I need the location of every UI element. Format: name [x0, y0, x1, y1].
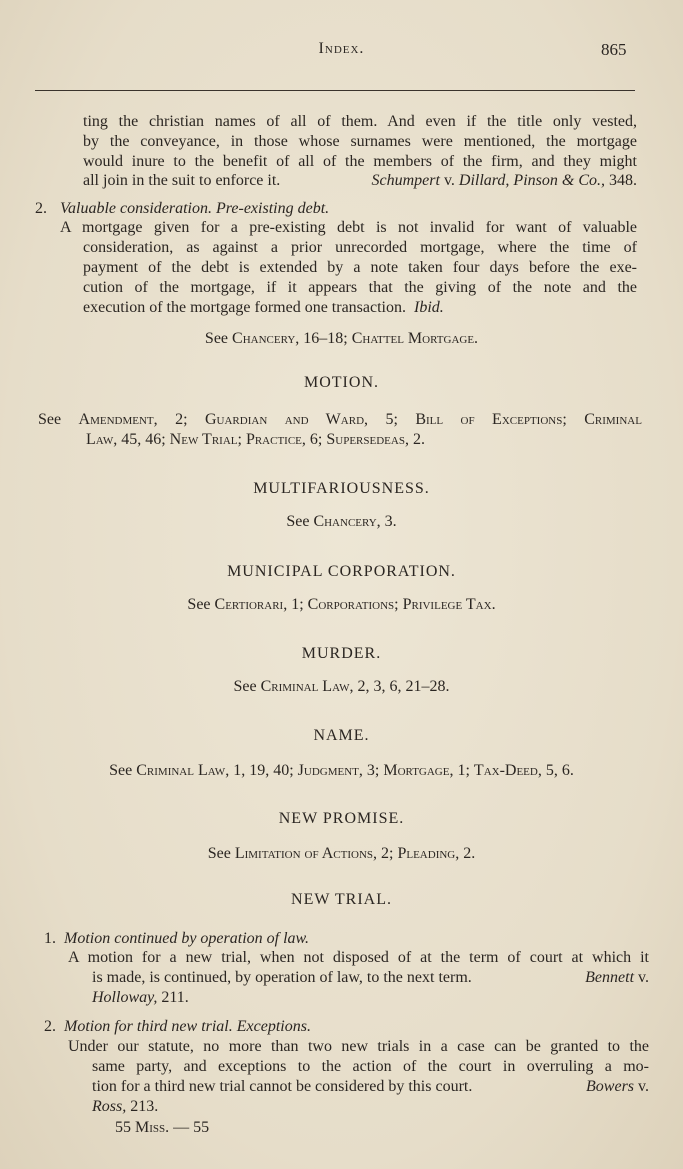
ref-nums: , 1; [283, 596, 308, 613]
text-line: by the conveyance, in those whose surnames were mentioned, the mortgage [83, 133, 637, 150]
section-title: NAME. [313, 727, 370, 744]
ref-nums: ; [562, 411, 585, 428]
versus: v. [638, 1078, 649, 1095]
ref-nums: , 5, 6. [537, 762, 574, 779]
text-line-citation [83, 298, 444, 318]
case-citation [585, 968, 649, 988]
cross-ref: Judgment [297, 762, 359, 779]
cross-ref: Supersedeas [326, 431, 405, 448]
text: execution of the mortgage formed one transaction. [83, 299, 406, 316]
cross-ref: Amendment [78, 411, 154, 428]
cross-ref: Criminal [584, 411, 642, 428]
text-line: A mortgage given for a pre-existing debt is not invalid for want of valuable [60, 219, 637, 236]
see-also-line [86, 430, 425, 450]
entry-number: 2. [44, 1018, 56, 1035]
case-citation: Ibid. [414, 299, 444, 316]
see-label: See [109, 762, 133, 779]
see-also-line [38, 410, 642, 430]
see-also [0, 678, 683, 696]
ref-nums: , 6; [301, 431, 327, 448]
section-title: MUNICIPAL CORPORATION. [227, 563, 456, 580]
separator: ; [394, 596, 403, 613]
party: Dillard, Pinson & Co., [458, 172, 605, 189]
cross-ref: Practice [245, 431, 302, 448]
cross-ref: New Trial [169, 431, 238, 448]
page-ref: 211. [161, 989, 189, 1006]
section-title: NEW PROMISE. [278, 810, 405, 827]
entry-heading [60, 199, 329, 219]
see-also [0, 845, 683, 863]
text-line: A motion for a new trial, when not disposed of at the term of court at which it [68, 949, 649, 966]
see-label: See [233, 678, 257, 695]
text-line-citation [92, 968, 649, 988]
entry-number: 2. [35, 200, 47, 217]
section-title: MOTION. [304, 374, 379, 391]
heading-text: Motion for third new trial. Exceptions. [64, 1018, 311, 1035]
section-title: MURDER. [301, 645, 382, 662]
cross-ref: Privilege Tax. [402, 596, 496, 613]
versus: v. [443, 172, 455, 189]
cross-ref: Mortgage [383, 762, 450, 779]
citation-line [92, 1097, 158, 1117]
party: Bowers [586, 1078, 635, 1095]
text: is made, is continued, by operation of law, to the next term. [92, 969, 472, 986]
entry-number: 1. [44, 930, 56, 947]
party: Ross, [92, 1098, 127, 1115]
party: Bennett [585, 969, 635, 986]
ref-nums: , 16–18; [295, 330, 348, 347]
see-also [0, 596, 683, 614]
signature-mark: 55 Miss. — 55 [115, 1119, 210, 1136]
ref-nums: See [38, 411, 79, 428]
ref-nums: , 2, 3, 6, 21–28. [349, 678, 450, 695]
heading-text: Motion continued by operation of law. [64, 930, 310, 947]
cross-ref: Certiorari [214, 596, 284, 613]
text-line-citation [83, 171, 637, 191]
text-line: cution of the mortgage, if it appears that the giving of the note and the [83, 279, 637, 296]
cross-ref: Limitation of Actions [234, 845, 374, 862]
ref-nums: , 2. [455, 845, 476, 862]
citation-line [92, 988, 189, 1008]
see-label: See [204, 330, 229, 347]
page-number: 865 [601, 40, 627, 59]
ref-nums: , 1, 19, 40; [225, 762, 298, 779]
see-also [0, 762, 683, 780]
party: Holloway, [92, 989, 158, 1006]
text: tion for a third new trial cannot be considered by this court. [92, 1078, 473, 1095]
cross-ref: Law [86, 431, 114, 448]
case-citation [372, 171, 638, 191]
section-title: NEW TRIAL. [291, 891, 392, 908]
cross-ref: Criminal Law [260, 678, 350, 695]
cross-ref: Criminal Law [136, 762, 226, 779]
header-rule [35, 90, 635, 91]
page-ref: 348. [609, 172, 637, 189]
ref-nums: , 1; [449, 762, 474, 779]
ref-nums: , 2; [153, 411, 205, 428]
see-label: See [286, 513, 310, 530]
cross-ref: Tax-Deed [473, 762, 538, 779]
ref-nums: , 2. [404, 431, 425, 448]
ref-nums: , 45, 46; [113, 431, 170, 448]
text-line: Under our statute, no more than two new trials in a case can be granted to the [68, 1038, 649, 1055]
ref-nums: , 3. [376, 513, 397, 530]
heading-text: Valuable consideration. Pre-existing debt. [60, 200, 330, 217]
text: all join in the suit to enforce it. [83, 172, 281, 189]
see-label: See [187, 596, 211, 613]
cross-ref: Chancery [313, 513, 377, 530]
cross-ref: Chattel Mortgage. [351, 330, 479, 347]
entry-heading [64, 929, 309, 949]
text-line: would inure to the benefit of all of the members of the firm, and they might [83, 153, 637, 170]
versus: v. [638, 969, 649, 986]
text-line: ting the christian names of all of them. And even if the title only vested, [83, 113, 637, 130]
ref-nums: ; [237, 431, 246, 448]
ref-nums: , 3; [358, 762, 384, 779]
see-also [0, 513, 683, 531]
entry-heading [64, 1017, 311, 1037]
party: Schumpert [371, 172, 440, 189]
ref-nums: , 5; [364, 411, 416, 428]
cross-ref: Chancery [232, 330, 296, 347]
see-label: See [207, 845, 231, 862]
ref-nums: , 2; [373, 845, 398, 862]
cross-ref: Guardian and Ward [204, 411, 365, 428]
section-title: MULTIFARIOUSNESS. [253, 480, 430, 497]
page-ref: 213. [130, 1098, 159, 1115]
text-line: same party, and exceptions to the action of the court in overruling a mo- [92, 1058, 649, 1075]
cross-ref: Pleading [397, 845, 456, 862]
see-also [0, 330, 683, 348]
text-line-citation [92, 1077, 649, 1097]
cross-ref: Corporations [307, 596, 395, 613]
text-line: consideration, as against a prior unrecorded mortgage, where the time of [83, 239, 637, 256]
case-citation [586, 1077, 649, 1097]
running-head: Index. [318, 40, 365, 57]
cross-ref: Bill of Exceptions [415, 411, 563, 428]
text-line: payment of the debt is extended by a note taken four days before the exe- [83, 259, 637, 276]
